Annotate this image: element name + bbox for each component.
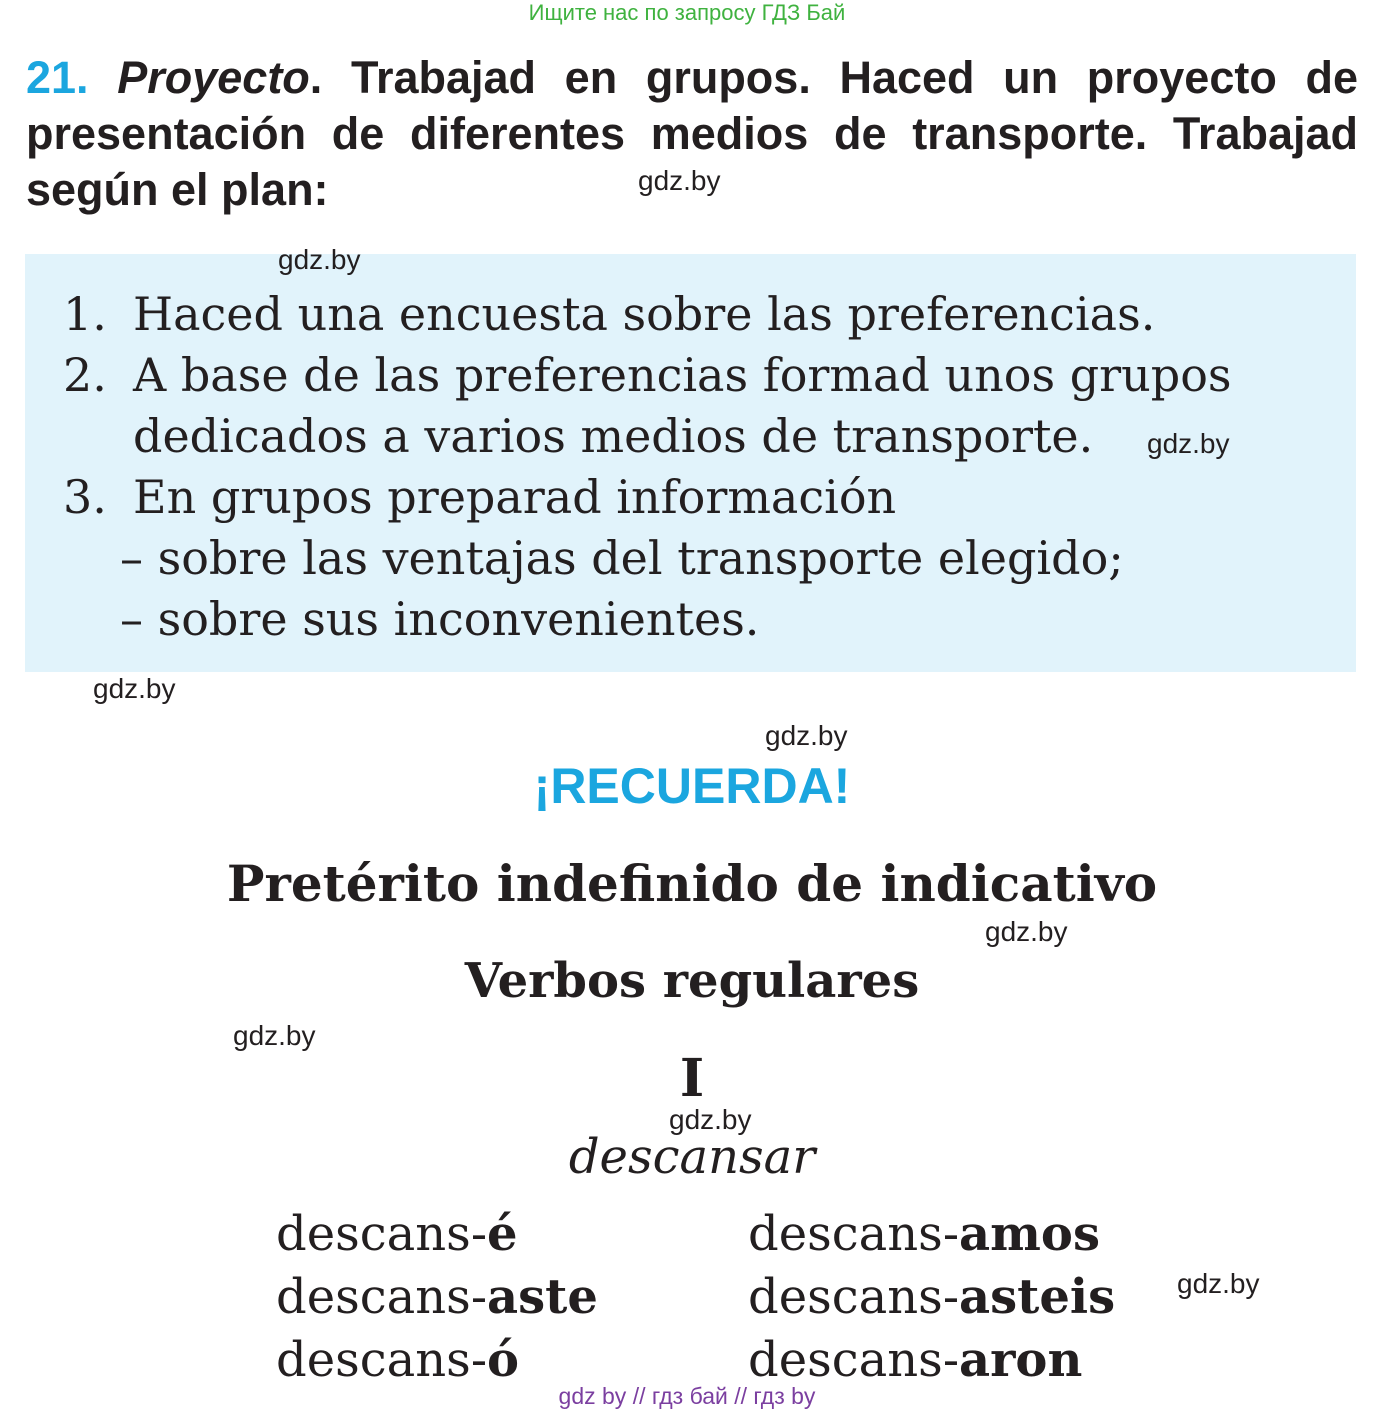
verb-ending: asteis xyxy=(959,1269,1116,1325)
task-text: . Trabajad en grupos. Haced un proyecto de presentación de diferentes medios de transporte. Trabajad según el plan: xyxy=(26,52,1358,215)
recuerda-heading: ¡RECUERDA! xyxy=(533,758,851,814)
plan-item-3-number: 3. xyxy=(63,470,107,524)
verb-ending: aron xyxy=(959,1332,1083,1388)
task-number: 21. xyxy=(26,52,89,103)
bottom-banner: gdz by // гдз бай // гдз by xyxy=(558,1383,816,1409)
verb-stem: descans- xyxy=(748,1269,960,1325)
verb-infinitive: descansar xyxy=(568,1129,816,1185)
watermark: gdz.by xyxy=(1147,428,1230,459)
watermark: gdz.by xyxy=(985,916,1068,947)
conjugation-nosotros xyxy=(748,1203,1100,1265)
plan-item-2-number: 2. xyxy=(63,348,107,402)
verb-stem: descans- xyxy=(276,1206,488,1262)
verb-ending: é xyxy=(487,1206,518,1262)
conjugation-vosotros xyxy=(748,1266,1115,1328)
watermark: gdz.by xyxy=(1177,1268,1260,1299)
top-banner: Ищите нас по запросу ГДЗ Бай xyxy=(528,0,846,25)
conjugation-group: I xyxy=(679,1048,705,1109)
plan-subitem-1: – sobre las ventajas del transporte elegido; xyxy=(120,531,1124,585)
task-keyword: Proyecto xyxy=(117,52,310,103)
plan-box xyxy=(25,244,1356,672)
conjugation-tu xyxy=(276,1266,598,1328)
verb-stem: descans- xyxy=(276,1269,488,1325)
conjugation-yo xyxy=(276,1203,518,1265)
verb-ending: ó xyxy=(487,1332,520,1388)
grammar-subtitle: Verbos regulares xyxy=(464,953,920,1009)
watermark: gdz.by xyxy=(278,244,361,275)
verb-stem: descans- xyxy=(748,1332,960,1388)
grammar-title: Pretérito indefinido de indicativo xyxy=(226,854,1158,913)
plan-item-1-number: 1. xyxy=(63,287,107,341)
watermark: gdz.by xyxy=(638,165,721,196)
plan-item-2-text-continued: dedicados a varios medios de transporte. xyxy=(133,409,1094,463)
watermark: gdz.by xyxy=(93,673,176,704)
plan-item-1-text: Haced una encuesta sobre las preferencias. xyxy=(133,287,1156,341)
verb-ending: amos xyxy=(959,1206,1100,1262)
verb-ending: aste xyxy=(487,1269,598,1325)
plan-item-3-text: En grupos preparad información xyxy=(133,470,897,524)
plan-subitem-2: – sobre sus inconvenientes. xyxy=(120,592,760,646)
plan-item-2-text: A base de las preferencias formad unos grupos xyxy=(133,348,1232,402)
verb-stem: descans- xyxy=(276,1332,488,1388)
watermark: gdz.by xyxy=(233,1020,316,1051)
watermark: gdz.by xyxy=(669,1104,752,1135)
verb-stem: descans- xyxy=(748,1206,960,1262)
watermark: gdz.by xyxy=(765,720,848,751)
